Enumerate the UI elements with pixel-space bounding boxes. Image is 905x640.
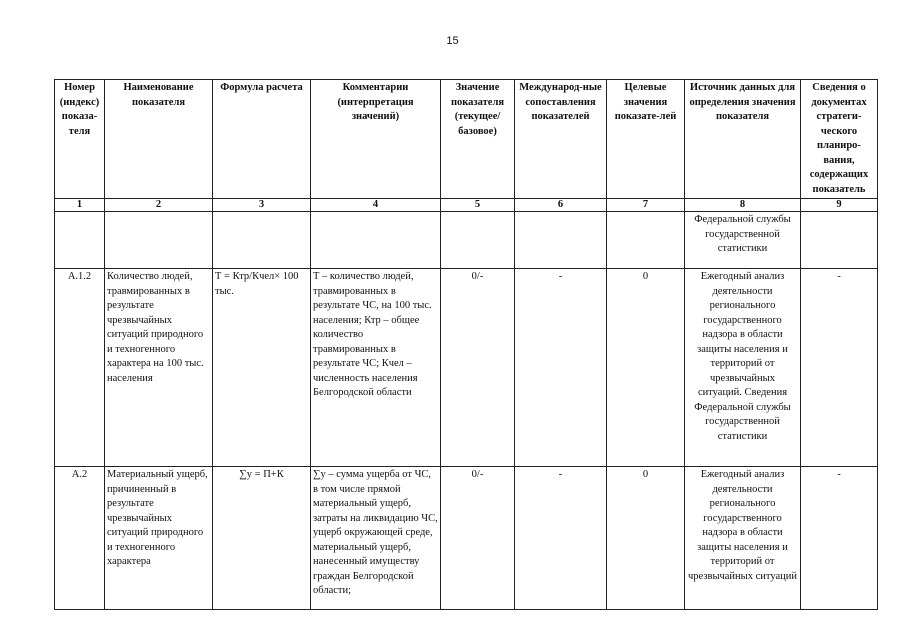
indicator-name xyxy=(105,212,213,269)
indicator-source: Федеральной службы государственной статистики xyxy=(685,212,801,269)
indicator-source: Ежегодный анализ деятельности регионального государственного надзора в области защиты населения и территорий от чрезвычайных ситуаций xyxy=(685,467,801,610)
indicator-value: 0/- xyxy=(441,269,515,467)
indicator-value: 0/- xyxy=(441,467,515,610)
indicator-formula xyxy=(213,212,311,269)
indicator-target: 0 xyxy=(607,269,685,467)
header-row xyxy=(55,80,878,199)
column-number-row xyxy=(55,199,878,212)
indicator-docs xyxy=(801,212,878,269)
indicator-comment: ∑у – сумма ущерба от ЧС, в том числе прямой материальный ущерб, затраты на ликвидацию ЧС, ущерб окружающей среде, материальный ущерб, нанесенный имуществу граждан Белгородской области; xyxy=(311,467,441,610)
indicator-docs: - xyxy=(801,467,878,610)
column-number: 8 xyxy=(685,199,801,212)
table-row xyxy=(55,212,878,269)
column-number: 5 xyxy=(441,199,515,212)
column-number: 6 xyxy=(515,199,607,212)
header-cell: Международ-ные сопоставления показателей xyxy=(515,80,607,199)
header-cell: Источник данных для определения значения показателя xyxy=(685,80,801,199)
column-number: 3 xyxy=(213,199,311,212)
indicator-formula: Т = Ктр/Кчел× 100 тыс. xyxy=(213,269,311,467)
indicators-table xyxy=(54,79,878,610)
column-number: 1 xyxy=(55,199,105,212)
indicator-docs: - xyxy=(801,269,878,467)
header-cell: Наименование показателя xyxy=(105,80,213,199)
header-cell: Целевые значения показате-лей xyxy=(607,80,685,199)
header-cell: Комментарии (интерпретация значений) xyxy=(311,80,441,199)
indicator-comment: Т – количество людей, травмированных в результате ЧС, на 100 тыс. населения; Ктр – общее количество травмированных в результате ЧС; Кчел – численность населения Белгородской области xyxy=(311,269,441,467)
table-row xyxy=(55,467,878,610)
indicator-value xyxy=(441,212,515,269)
table-row xyxy=(55,269,878,467)
indicator-target xyxy=(607,212,685,269)
column-number: 7 xyxy=(607,199,685,212)
indicator-name: Материальный ущерб, причиненный в результате чрезвычайных ситуаций природного и техногенного характера xyxy=(105,467,213,610)
header-cell: Формула расчета xyxy=(213,80,311,199)
indicator-source: Ежегодный анализ деятельности регионального государственного надзора в области защиты населения и территорий от чрезвычайных ситуаций. Сведения Федеральной службы государственной статистики xyxy=(685,269,801,467)
indicator-number: А.1.2 xyxy=(55,269,105,467)
indicator-intl xyxy=(515,212,607,269)
header-cell: Сведения о документах стратеги-ческого планиро-вания, содержащих показатель xyxy=(801,80,878,199)
column-number: 2 xyxy=(105,199,213,212)
indicator-intl: - xyxy=(515,269,607,467)
indicator-intl: - xyxy=(515,467,607,610)
column-number: 4 xyxy=(311,199,441,212)
page-number: 15 xyxy=(446,35,459,47)
indicator-number: А.2 xyxy=(55,467,105,610)
header-cell: Номер (индекс) показа-теля xyxy=(55,80,105,199)
indicator-target: 0 xyxy=(607,467,685,610)
header-cell: Значение показателя (текущее/ базовое) xyxy=(441,80,515,199)
indicator-comment xyxy=(311,212,441,269)
indicator-formula: ∑у = П+К xyxy=(213,467,311,610)
indicator-name: Количество людей, травмированных в результате чрезвычайных ситуаций природного и техногенного характера на 100 тыс. населения xyxy=(105,269,213,467)
column-number: 9 xyxy=(801,199,878,212)
indicator-number xyxy=(55,212,105,269)
